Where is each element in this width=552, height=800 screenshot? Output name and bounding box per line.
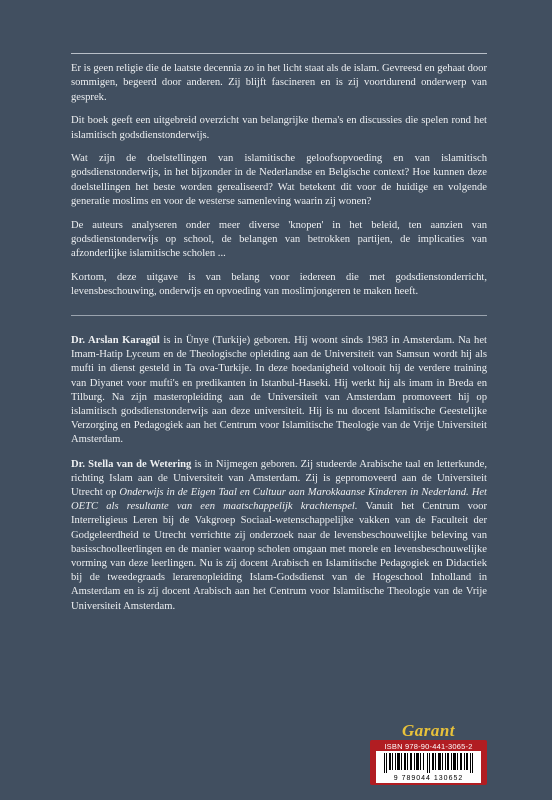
- blurb-paragraph-1: Er is geen religie die de laatste decennia zo in het licht staat als de islam. Gevreesd en gehaat door sommigen, begeerd door anderen. Zij blijft fascineren en is zij voortdurend onderwerp van gesprek.: [71, 63, 487, 103]
- blurb-paragraph-3: Wat zijn de doelstellingen van islamitische geloofsopvoeding en van islamitisch godsdienstonderwijs, in het bijzonder in de Nederlandse en Belgische context? Hoe kunnen deze doelstellingen het beste worden gerealiseerd? Wat betekent dit voor de huidige en volgende generatie moslims en voor de westerse samenleving waarin zij wonen?: [71, 153, 487, 208]
- dissertation-title: Onderwijs in de Eigen Taal en Cultuur aan Marokkaanse Kinderen in Nederland. Het OETC als resultante van een maatschappelijk krachtenspel.: [71, 487, 487, 513]
- isbn-label: ISBN 978-90-441-3065-2: [384, 742, 473, 751]
- publisher-logo-text: Garant: [401, 721, 456, 740]
- author-bio-karagul: [71, 334, 487, 448]
- author-bio-text-wetering-1: is in Nijmegen geboren. Zij studeerde Arabische taal en letterkunde, richting Islam aan de Universiteit van Amsterdam. Zij is gepromoveerd aan de Universiteit Utrecht op: [71, 458, 487, 499]
- blurb-paragraph-2: Dit boek geeft een uitgebreid overzicht van belangrijke thema's en discussies die spelen rond het islamitisch godsdienstonderwijs.: [71, 115, 487, 141]
- publisher-block: [370, 723, 487, 785]
- barcode-number: 9 789044 130652: [393, 775, 464, 782]
- top-rule: [71, 53, 487, 54]
- author-name-wetering: Dr. Stella van de Wetering: [71, 458, 192, 470]
- section-divider: [71, 315, 487, 316]
- author-bio-text-karagul: is in Ünye (Turkije) geboren. Hij woont sinds 1983 in Amsterdam. Na het Imam-Hatip Lyceum en de Theologische opleiding aan de Universiteit van Samsun wordt hij als mufti in dienst gesteld in Ta ova-Turkije. In deze hoedanigheid voltooit hij de verdere training van Diyanet voor mufti's en predikanten in Istanbul-Haseki. Hij werkt hij als imam in Breda en Tilburg. Na zijn masteropleiding aan de Universiteit van Amsterdam promoveert hij op islamitisch godsdienstonderwijs aan deze universiteit. Hij is nu docent Islamitische Geestelijke Verzorging en Pedagogiek aan het Centrum voor Islamitische Theologie van de Vrije Universiteit Amsterdam.: [71, 335, 487, 446]
- barcode: [376, 751, 481, 783]
- publisher-logo: [370, 723, 487, 739]
- author-bio-wetering: [71, 458, 487, 614]
- isbn-box: [370, 740, 487, 785]
- blurb-paragraph-4: De auteurs analyseren onder meer diverse 'knopen' in het beleid, ten aanzien van godsdienstonderwijs op school, de belangen van betrokken partijen, de implicaties van afzonderlijke islamitische scholen ...: [71, 219, 487, 260]
- author-bios: [71, 334, 487, 624]
- blurb-paragraph-5: Kortom, deze uitgave is van belang voor iedereen die met godsdienstonderricht, levensbeschouwing, onderwijs en opvoeding van moslimjongeren te maken heeft.: [71, 271, 487, 298]
- author-bio-text-wetering-2: Vanuit het Centrum voor Interreligieus Leren bij de Vakgroep Sociaal-wetenschappelijke vakken van de Faculteit der Godgeleerdheid te Utrecht verrichtte zij onderzoek naar de levensbeschouwelijke beleving van basisschoolleerlingen en de manier waarop scholen omgaan met morele en levensbeschouwelijke vorming van deze leerlingen. Nu is zij docent Arabisch en Islamitische Pedagogiek en Didactiek bij de tweedegraads lerarenopleiding Islam-Godsdienst van de Hogeschool Inholland in Amsterdam en is zij docent Arabisch aan het Centrum voor Islamitische Theologie van de Vrije Universiteit Amsterdam.: [71, 501, 488, 612]
- barcode-bars-icon: [384, 753, 473, 773]
- back-cover-blurb: [71, 62, 487, 309]
- author-name-karagul: Dr. Arslan Karagül: [71, 335, 160, 346]
